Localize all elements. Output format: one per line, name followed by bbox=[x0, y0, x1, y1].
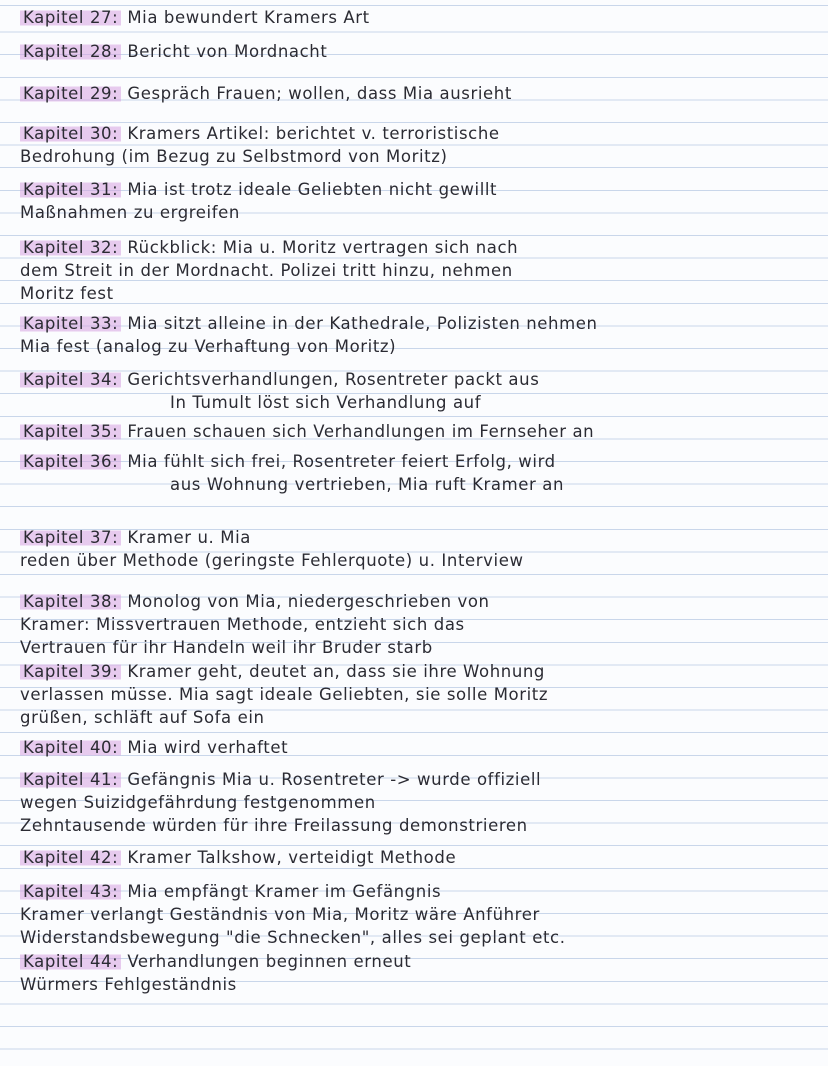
chapter-text: Rückblick: Mia u. Moritz vertragen sich nach bbox=[127, 238, 519, 257]
chapter-label: Kapitel 44: bbox=[20, 952, 121, 971]
chapter-text-continued: Maßnahmen zu ergreifen bbox=[20, 203, 240, 222]
chapter-text: Mia wird verhaftet bbox=[127, 738, 289, 757]
chapter-39 bbox=[20, 660, 820, 729]
chapter-text: Kramer u. Mia bbox=[127, 528, 251, 547]
chapter-label: Kapitel 43: bbox=[20, 882, 121, 901]
chapter-42 bbox=[20, 846, 820, 869]
chapter-text-continued: Kramer: Missvertrauen Methode, entzieht sich das bbox=[20, 615, 465, 634]
chapter-text: Verhandlungen beginnen erneut bbox=[127, 952, 412, 971]
chapter-text: Kramer Talkshow, verteidigt Methode bbox=[127, 848, 457, 867]
chapter-label: Kapitel 36: bbox=[20, 452, 121, 471]
chapter-text-continued: grüßen, schläft auf Sofa ein bbox=[20, 708, 265, 727]
chapter-32 bbox=[20, 236, 820, 305]
chapter-27 bbox=[20, 6, 820, 29]
chapter-text-continued: Zehntausende würden für ihre Freilassung demonstrieren bbox=[20, 816, 528, 835]
chapter-text-continued: Bedrohung (im Bezug zu Selbstmord von Moritz) bbox=[20, 147, 448, 166]
chapter-label: Kapitel 28: bbox=[20, 42, 121, 61]
chapter-35 bbox=[20, 420, 820, 443]
chapter-text: Mia ist trotz ideale Geliebten nicht gewillt bbox=[127, 180, 498, 199]
chapter-33 bbox=[20, 312, 820, 358]
chapter-label: Kapitel 29: bbox=[20, 84, 121, 103]
chapter-label: Kapitel 41: bbox=[20, 770, 121, 789]
chapter-text-continued: Moritz fest bbox=[20, 284, 114, 303]
chapter-38 bbox=[20, 590, 820, 659]
chapter-text-continued: Kramer verlangt Geständnis von Mia, Moritz wäre Anführer bbox=[20, 905, 540, 924]
chapter-36 bbox=[20, 450, 820, 496]
chapter-text-continued: aus Wohnung vertrieben, Mia ruft Kramer an bbox=[170, 475, 565, 494]
chapter-41 bbox=[20, 768, 820, 837]
chapter-37 bbox=[20, 526, 820, 572]
chapter-text: Kramer geht, deutet an, dass sie ihre Wohnung bbox=[127, 662, 546, 681]
chapter-text: Frauen schauen sich Verhandlungen im Fernseher an bbox=[127, 422, 595, 441]
chapter-text-continued: Vertrauen für ihr Handeln weil ihr Bruder starb bbox=[20, 638, 433, 657]
chapter-34 bbox=[20, 368, 820, 414]
chapter-text: Mia empfängt Kramer im Gefängnis bbox=[127, 882, 442, 901]
chapter-29 bbox=[20, 82, 820, 105]
chapter-label: Kapitel 33: bbox=[20, 314, 121, 333]
chapter-label: Kapitel 39: bbox=[20, 662, 121, 681]
chapter-text-continued: reden über Methode (geringste Fehlerquote) u. Interview bbox=[20, 551, 524, 570]
chapter-44 bbox=[20, 950, 820, 996]
chapter-label: Kapitel 31: bbox=[20, 180, 121, 199]
chapter-label: Kapitel 37: bbox=[20, 528, 121, 547]
chapter-label: Kapitel 32: bbox=[20, 238, 121, 257]
chapter-text: Monolog von Mia, niedergeschrieben von bbox=[127, 592, 490, 611]
chapter-text-continued: dem Streit in der Mordnacht. Polizei tritt hinzu, nehmen bbox=[20, 261, 513, 280]
chapter-label: Kapitel 27: bbox=[20, 8, 121, 27]
chapter-43 bbox=[20, 880, 820, 949]
chapter-text: Gespräch Frauen; wollen, dass Mia ausrieht bbox=[127, 84, 512, 103]
chapter-text-continued: wegen Suizidgefährdung festgenommen bbox=[20, 793, 376, 812]
chapter-label: Kapitel 35: bbox=[20, 422, 121, 441]
chapter-label: Kapitel 42: bbox=[20, 848, 121, 867]
chapter-31 bbox=[20, 178, 820, 224]
chapter-40 bbox=[20, 736, 820, 759]
chapter-text-continued: Würmers Fehlgeständnis bbox=[20, 975, 237, 994]
chapter-28 bbox=[20, 40, 820, 63]
chapter-text: Mia sitzt alleine in der Kathedrale, Polizisten nehmen bbox=[127, 314, 598, 333]
chapter-text-continued: Mia fest (analog zu Verhaftung von Moritz) bbox=[20, 337, 397, 356]
chapter-text: Gefängnis Mia u. Rosentreter -> wurde offiziell bbox=[127, 770, 542, 789]
chapter-text: Kramers Artikel: berichtet v. terroristische bbox=[127, 124, 500, 143]
chapter-text-continued: In Tumult löst sich Verhandlung auf bbox=[170, 393, 482, 412]
chapter-label: Kapitel 38: bbox=[20, 592, 121, 611]
chapter-text: Bericht von Mordnacht bbox=[127, 42, 328, 61]
chapter-label: Kapitel 34: bbox=[20, 370, 121, 389]
chapter-label: Kapitel 30: bbox=[20, 124, 121, 143]
chapter-label: Kapitel 40: bbox=[20, 738, 121, 757]
chapter-text: Mia fühlt sich frei, Rosentreter feiert Erfolg, wird bbox=[127, 452, 556, 471]
chapter-30 bbox=[20, 122, 820, 168]
chapter-text: Mia bewundert Kramers Art bbox=[127, 8, 370, 27]
chapter-text-continued: verlassen müsse. Mia sagt ideale Geliebten, sie solle Moritz bbox=[20, 685, 549, 704]
chapter-text-continued: Widerstandsbewegung "die Schnecken", alles sei geplant etc. bbox=[20, 928, 566, 947]
chapter-text: Gerichtsverhandlungen, Rosentreter packt aus bbox=[127, 370, 540, 389]
